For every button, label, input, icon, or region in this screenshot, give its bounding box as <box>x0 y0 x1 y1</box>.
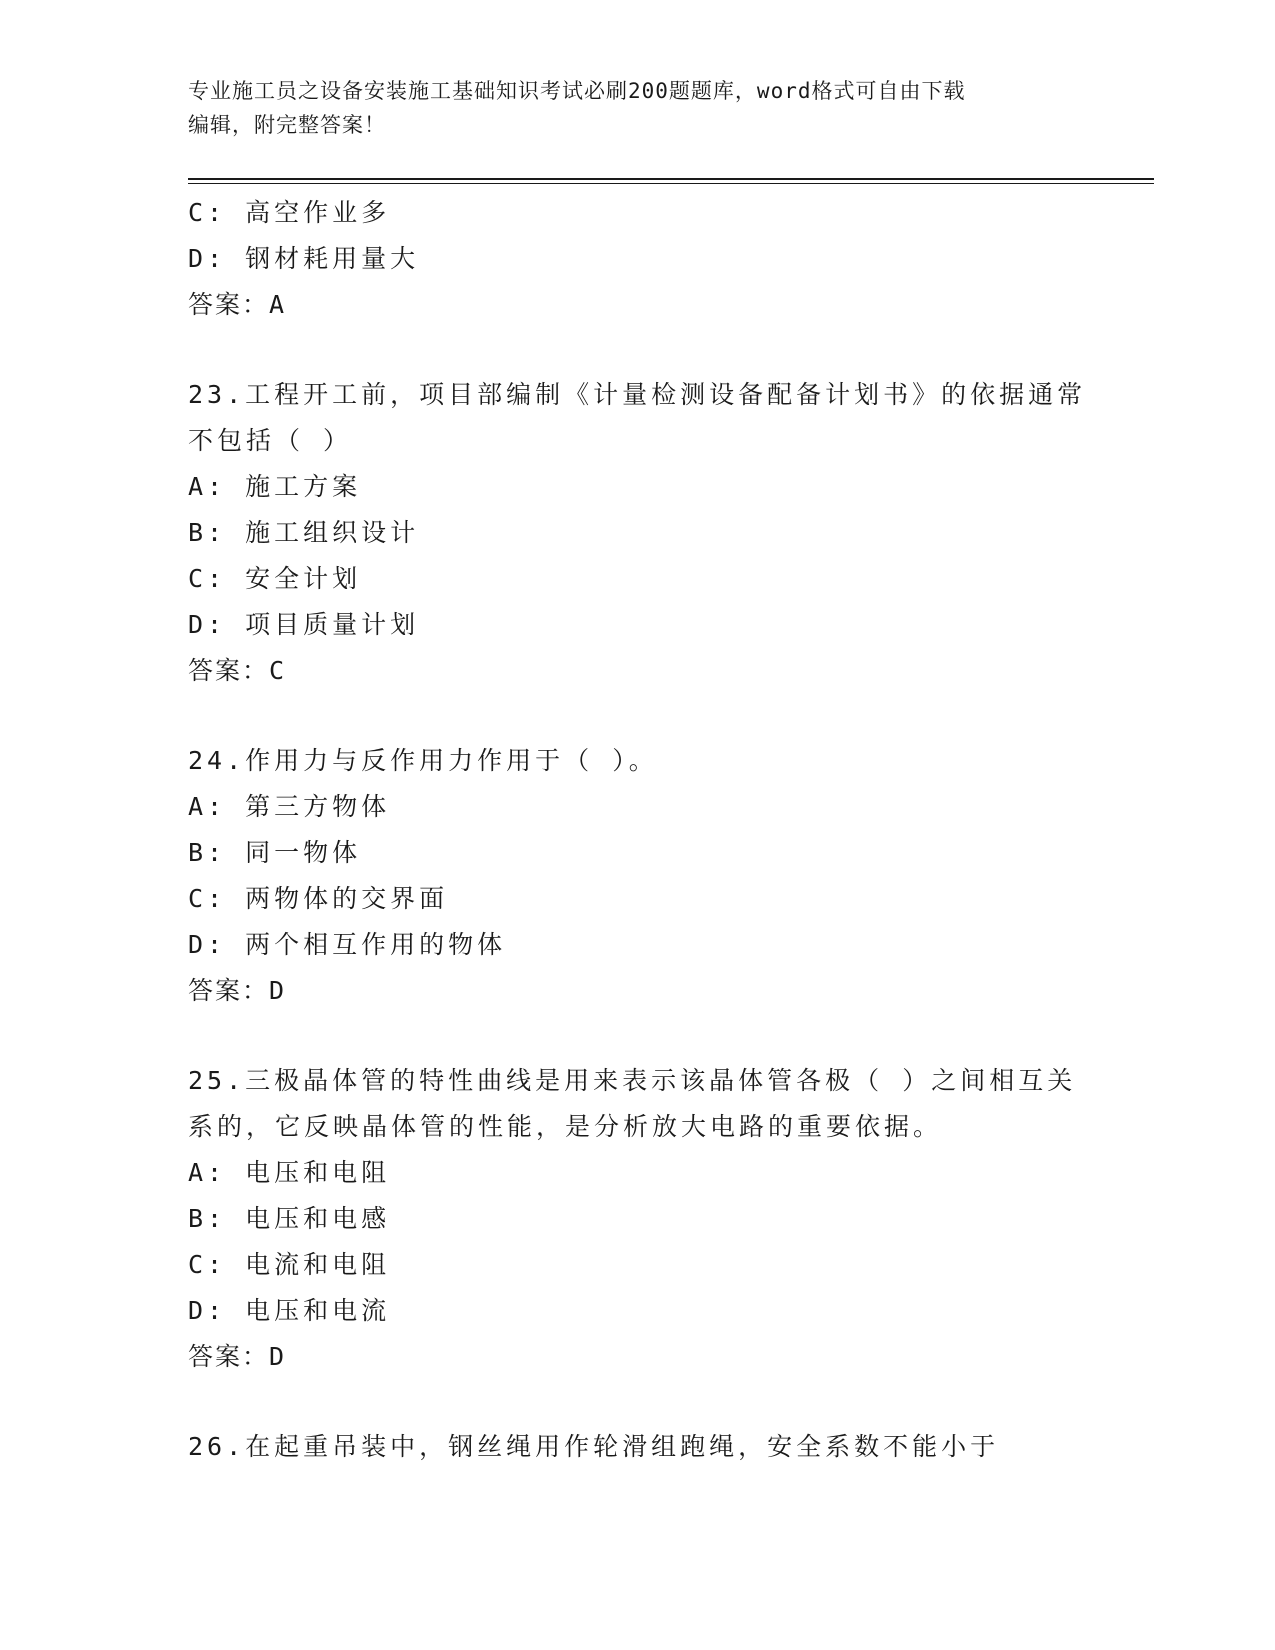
option-d: D: 电压和电流 <box>188 1296 391 1325</box>
question-stem: 23.工程开工前，项目部编制《计量检测设备配备计划书》的依据通常 <box>188 380 1087 409</box>
question-23 <box>188 372 1088 694</box>
answer-line: 答案：C <box>188 656 287 685</box>
question-stem: 系的，它反映晶体管的性能，是分析放大电路的重要依据。 <box>188 1112 943 1141</box>
document-header <box>188 74 1088 142</box>
header-divider-thin <box>188 183 1154 184</box>
option-d: D: 钢材耗用量大 <box>188 244 420 273</box>
option-b: B: 同一物体 <box>188 838 362 867</box>
answer-line: 答案：D <box>188 1342 287 1371</box>
previous-question-tail <box>188 190 1088 328</box>
header-divider-thick <box>188 178 1154 180</box>
option-d: D: 两个相互作用的物体 <box>188 930 507 959</box>
option-c: C: 高空作业多 <box>188 198 391 227</box>
question-stem: 不包括（ ） <box>188 426 353 455</box>
question-26 <box>188 1424 1088 1470</box>
question-stem: 24.作用力与反作用力作用于（ ）。 <box>188 746 658 775</box>
option-c: C: 电流和电阻 <box>188 1250 391 1279</box>
question-25 <box>188 1058 1088 1380</box>
option-a: A: 电压和电阻 <box>188 1158 391 1187</box>
option-c: C: 两物体的交界面 <box>188 884 449 913</box>
answer-line: 答案：D <box>188 976 287 1005</box>
option-a: A: 施工方案 <box>188 472 362 501</box>
answer-line: 答案：A <box>188 290 287 319</box>
question-stem: 25.三极晶体管的特性曲线是用来表示该晶体管各极（ ）之间相互关 <box>188 1066 1077 1095</box>
question-24 <box>188 738 1088 1014</box>
option-b: B: 电压和电感 <box>188 1204 391 1233</box>
question-stem: 26.在起重吊装中，钢丝绳用作轮滑组跑绳，安全系数不能小于 <box>188 1432 1000 1461</box>
question-content <box>188 190 1088 1470</box>
header-title-line-2: 编辑，附完整答案！ <box>188 113 386 137</box>
header-title-line-1: 专业施工员之设备安装施工基础知识考试必刷200题题库，word格式可自由下载 <box>188 79 966 103</box>
option-a: A: 第三方物体 <box>188 792 391 821</box>
option-d: D: 项目质量计划 <box>188 610 420 639</box>
option-c: C: 安全计划 <box>188 564 362 593</box>
option-b: B: 施工组织设计 <box>188 518 420 547</box>
